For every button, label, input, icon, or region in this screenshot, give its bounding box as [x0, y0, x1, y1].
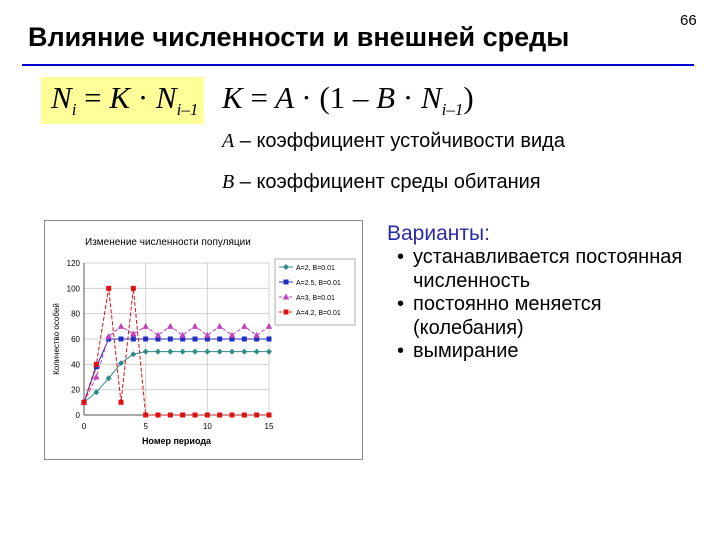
list-item — [387, 340, 713, 364]
data-point — [168, 337, 173, 342]
definition-text: – коэффициент среды обитания — [239, 171, 541, 193]
formula-term: K — [222, 80, 243, 115]
list-item-text: устанавливается постоянная численность — [413, 246, 683, 292]
data-point — [130, 330, 136, 336]
data-point — [155, 332, 161, 338]
data-point — [94, 362, 99, 367]
title-divider — [22, 64, 694, 66]
y-tick-label: 80 — [71, 309, 80, 319]
formula-term: A — [275, 80, 294, 115]
data-point — [179, 332, 185, 338]
data-point — [241, 349, 247, 355]
formula-operator: (1 – — [319, 80, 369, 115]
x-tick-label: 0 — [81, 422, 87, 431]
data-point — [143, 349, 149, 355]
data-point — [142, 323, 148, 329]
data-point — [143, 337, 148, 342]
data-point — [284, 310, 289, 315]
x-axis-label: Номер периода — [141, 436, 212, 446]
formula-operator: = — [250, 80, 268, 115]
data-point — [131, 286, 136, 291]
definition-b — [222, 171, 541, 194]
page-number: 66 — [680, 12, 697, 29]
variants-title: Варианты: — [387, 222, 490, 245]
list-item-text: постоянно меняется (колебания) — [413, 293, 602, 339]
data-point — [180, 413, 185, 418]
y-tick-label: 40 — [71, 360, 80, 370]
data-point — [205, 413, 210, 418]
data-point — [106, 286, 111, 291]
data-point — [241, 323, 247, 329]
definition-symbol: B — [222, 171, 235, 193]
data-point — [230, 413, 235, 418]
data-point — [131, 337, 136, 342]
data-point — [204, 349, 210, 355]
formula-operator: ) — [463, 80, 474, 115]
data-point — [82, 400, 87, 405]
bullet: • — [397, 246, 405, 268]
data-point — [266, 323, 272, 329]
x-tick-label: 15 — [264, 422, 274, 431]
data-point — [267, 337, 272, 342]
data-point — [143, 413, 148, 418]
formula-subscript: i–1 — [176, 100, 199, 120]
slide-title: Влияние численности и внешней среды — [28, 22, 570, 52]
data-point — [193, 337, 198, 342]
data-point — [155, 349, 161, 355]
y-axis-label: Количество особей — [52, 303, 61, 375]
definition-symbol: A — [222, 130, 235, 152]
definition-text: – коэффициент устойчивости вида — [239, 130, 565, 152]
legend-label: A=4.2, B=0.01 — [296, 310, 341, 317]
data-point — [266, 349, 272, 355]
formula-term: N — [155, 80, 177, 115]
list-item-text: вымирание — [413, 340, 519, 362]
formula-highlight — [41, 77, 204, 124]
legend-label: A=2, B=0.01 — [296, 265, 335, 272]
data-point — [284, 280, 289, 285]
legend-label: A=3, B=0.01 — [296, 295, 335, 302]
population-chart — [44, 220, 363, 460]
data-point — [229, 332, 235, 338]
formula-term: K — [109, 80, 131, 115]
data-point — [193, 413, 198, 418]
data-point — [217, 349, 223, 355]
data-point — [253, 332, 259, 338]
bullet: • — [397, 293, 405, 315]
y-tick-label: 100 — [66, 284, 80, 294]
bullet: • — [397, 340, 405, 362]
data-point — [192, 323, 198, 329]
data-point — [254, 349, 260, 355]
x-tick-label: 10 — [202, 422, 212, 431]
chart-svg — [45, 221, 362, 459]
series-line — [84, 352, 269, 403]
data-point — [217, 337, 222, 342]
x-tick-label: 5 — [143, 422, 148, 431]
formula-operator: · — [402, 80, 414, 115]
data-point — [167, 323, 173, 329]
variants-list — [387, 246, 713, 364]
series-line — [84, 339, 269, 402]
legend-label: A=2.5, B=0.01 — [296, 280, 341, 287]
data-point — [167, 349, 173, 355]
formula-coefficient — [222, 80, 474, 120]
formula-term: N — [51, 80, 72, 115]
formula-term: N — [420, 80, 442, 115]
data-point — [216, 323, 222, 329]
formula-subscript: i — [71, 100, 77, 120]
formula-term: B — [376, 80, 396, 115]
formula-operator: = — [84, 80, 102, 115]
formula-operator: · — [301, 80, 312, 115]
list-item — [387, 293, 713, 340]
data-point — [217, 413, 222, 418]
definition-a — [222, 130, 565, 153]
data-point — [119, 400, 124, 405]
list-item — [387, 246, 713, 293]
y-tick-label: 0 — [75, 411, 80, 420]
formula-operator: · — [137, 80, 149, 115]
formula-subscript: i–1 — [441, 100, 464, 120]
y-tick-label: 120 — [66, 259, 80, 268]
data-point — [118, 323, 124, 329]
variants-block — [387, 222, 713, 364]
y-tick-label: 20 — [71, 385, 80, 395]
data-point — [267, 413, 272, 418]
data-point — [119, 337, 124, 342]
data-point — [156, 413, 161, 418]
data-point — [105, 333, 111, 339]
y-tick-label: 60 — [71, 335, 80, 344]
data-point — [254, 413, 259, 418]
formula-population — [51, 80, 198, 120]
data-point — [229, 349, 235, 355]
data-point — [204, 332, 210, 338]
data-point — [192, 349, 198, 355]
data-point — [180, 349, 186, 355]
data-point — [242, 413, 247, 418]
data-point — [168, 413, 173, 418]
data-point — [242, 337, 247, 342]
chart-title: Изменение численности популяции — [85, 237, 251, 248]
